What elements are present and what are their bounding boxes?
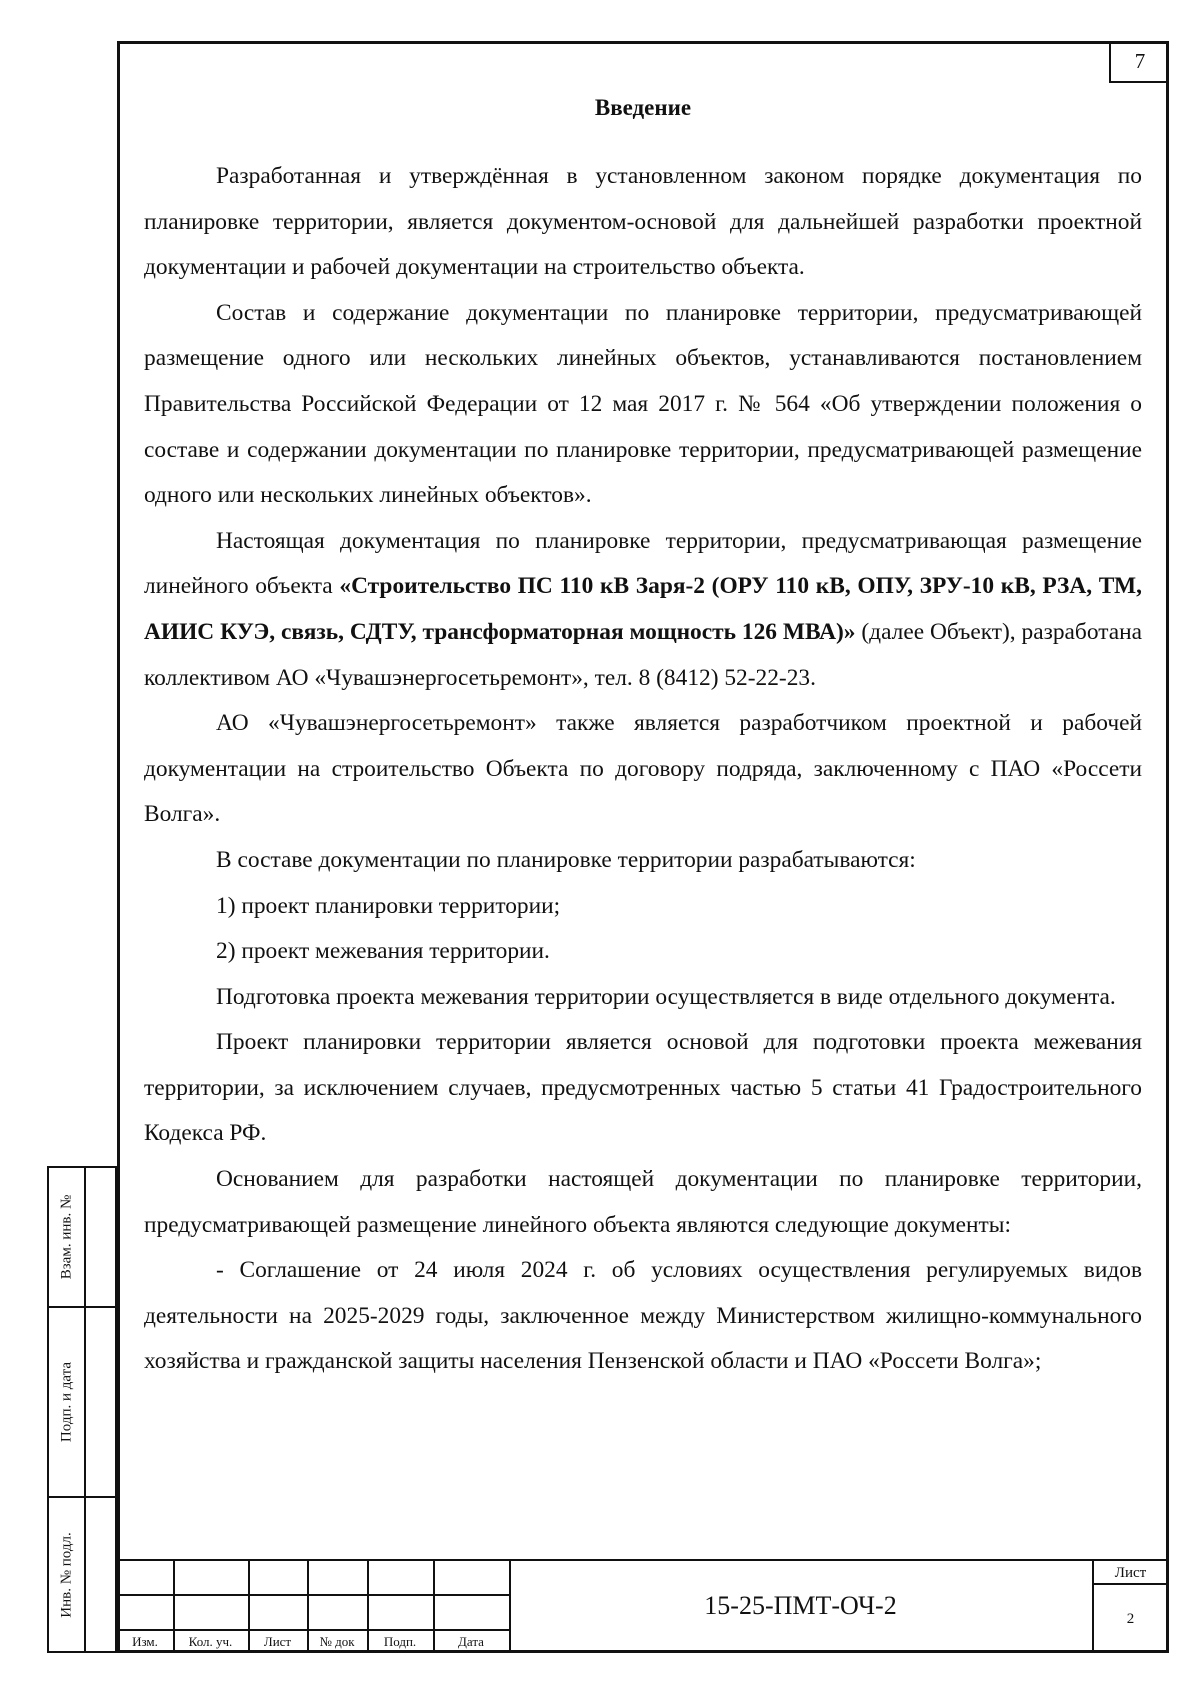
side-stamp <box>47 1166 117 1653</box>
sheet-number: 2 <box>1126 1611 1135 1627</box>
paragraph: Состав и содержание документации по планировке территории, предусматривающей размещение одного или нескольких линейных объектов, устанавливаются постановлением Правительства Российской Федерации от 12 мая 2017 г. № 564 «Об утверждении положения о составе и содержании документации по планировке территории, предусматривающей размещение одного или нескольких линейных объектов». <box>144 299 1142 509</box>
side-label-podp: Подп. и дата <box>58 1361 74 1443</box>
header-data: Дата <box>458 1634 484 1649</box>
document-body <box>144 154 1142 1385</box>
paragraph: Проект планировки территории является основой для подготовки проекта межевания территории, за исключением случаев, предусмотренных частью 5 статьи 41 Градостроительного Кодекса РФ. <box>144 1029 1142 1147</box>
side-cell-podp <box>47 1306 117 1498</box>
header-n-dok: № док <box>319 1634 355 1649</box>
header-kol-uch: Кол. уч. <box>188 1634 233 1649</box>
paragraph-text: Настоящая документация по планировке территории, предусматривающая размещение линейного объекта <box>144 527 1142 600</box>
paragraph: - Соглашение от 24 июля 2024 г. об условиях осуществления регулируемых видов деятельности на 2025-2029 годы, заключенное между Министерством жилищно-коммунального хозяйства и гражданской защиты населения Пензенской области и ПАО «Россети Волга»; <box>144 1257 1142 1375</box>
document-code: 15-25-ПМТ-ОЧ-2 <box>704 1591 897 1620</box>
object-name: «Строительство ПС 110 кВ Заря-2 (ОРУ 110 кВ, ОПУ, ЗРУ-10 кВ, РЗА, ТМ, АИИС КУЭ, связь, СДТУ, трансформаторная мощность 126 МВА)» <box>144 573 1142 645</box>
side-cell-vzam <box>47 1166 117 1308</box>
page-title: Введение <box>594 95 692 120</box>
list-item: 1) проект планировки территории; <box>216 892 561 919</box>
paragraph: В составе документации по планировке территории разрабатываются: <box>216 846 916 873</box>
paragraph: Подготовка проекта межевания территории осуществляется в виде отдельного документа. <box>216 983 1116 1010</box>
side-label-vzam: Взам. инв. № <box>58 1194 74 1280</box>
side-cell-inv <box>47 1496 117 1653</box>
side-label-inv: Инв. № подл. <box>58 1531 74 1618</box>
title-block <box>117 1559 1169 1653</box>
paragraph-text: (далее Объект), разработана коллективом АО «Чувашэнергосетьремонт», тел. 8 (8412) 52-22-23. <box>144 618 1142 691</box>
paragraph: АО «Чувашэнергосетьремонт» также является разработчиком проектной и рабочей документации на строительство Объекта по договору подряда, заключенному с ПАО «Россети Волга». <box>144 710 1142 828</box>
header-izm: Изм. <box>132 1634 158 1649</box>
top-page-number: 7 <box>1109 41 1169 83</box>
paragraph: Основанием для разработки настоящей документации по планировке территории, предусматривающей размещение линейного объекта являются следующие документы: <box>144 1166 1142 1238</box>
header-list: Лист <box>263 1634 292 1649</box>
header-podp: Подп. <box>383 1634 417 1649</box>
paragraph <box>144 519 1142 701</box>
list-item: 2) проект межевания территории. <box>216 938 550 965</box>
sheet-label: Лист <box>1114 1565 1147 1581</box>
paragraph: Разработанная и утверждённая в установленном законом порядке документация по планировке территории, является документом-основой для дальнейшей разработки проектной документации и рабочей документации на строительство объекта. <box>144 163 1142 281</box>
